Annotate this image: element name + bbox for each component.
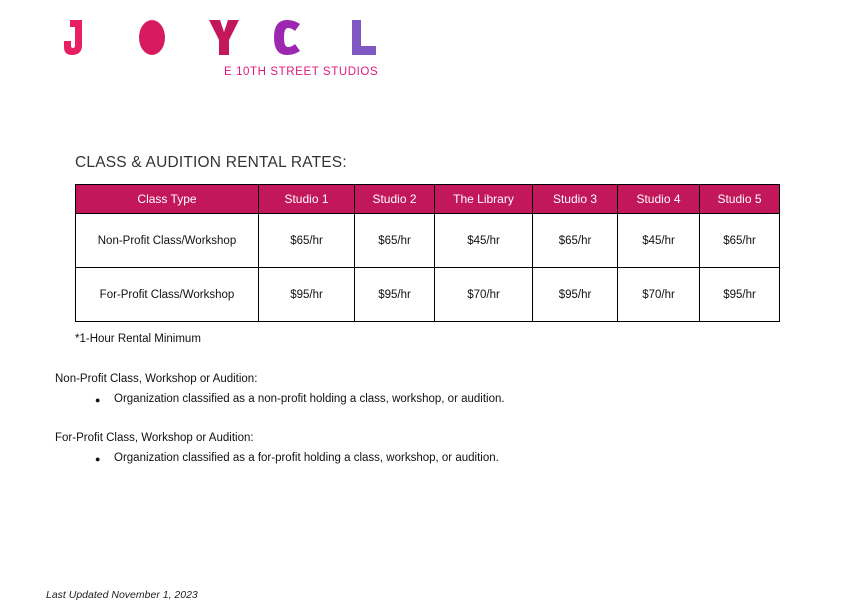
last-updated-footer: Last Updated November 1, 2023 [46,589,198,601]
rental-minimum-note: *1-Hour Rental Minimum [75,333,201,345]
row-class-type: Non-Profit Class/Workshop [76,214,259,268]
logo-letter-l [352,20,376,55]
rate-cell: $95/hr [259,268,355,322]
logo-letter-o [139,20,165,55]
rate-cell: $65/hr [259,214,355,268]
logo-letter-j [64,20,82,55]
rate-cell: $70/hr [435,268,533,322]
rate-cell: $45/hr [435,214,533,268]
rate-cell: $70/hr [618,268,700,322]
table-row [76,214,780,268]
rate-cell: $65/hr [533,214,618,268]
header-studio-1: Studio 1 [259,185,355,214]
joyce-logo [64,20,380,56]
bullet-text: Organization classified as a non-profit holding a class, workshop, or audition. [114,393,505,405]
rate-cell: $95/hr [533,268,618,322]
header-the-library: The Library [435,185,533,214]
joyce-logo-graphic [64,20,380,56]
header-studio-5: Studio 5 [700,185,780,214]
for-profit-definition-title: For-Profit Class, Workshop or Audition: [55,432,254,444]
rate-cell: $95/hr [355,268,435,322]
header-class-type: Class Type [76,185,259,214]
rate-cell: $65/hr [700,214,780,268]
bullet-text: Organization classified as a for-profit holding a class, workshop, or audition. [114,452,499,464]
header-studio-3: Studio 3 [533,185,618,214]
section-title: CLASS & AUDITION RENTAL RATES: [75,154,347,171]
table-row [76,268,780,322]
header-studio-4: Studio 4 [618,185,700,214]
bullet-icon: ● [95,454,101,464]
rate-cell: $65/hr [355,214,435,268]
rate-cell: $45/hr [618,214,700,268]
table-header-row [76,185,780,214]
row-class-type: For-Profit Class/Workshop [76,268,259,322]
logo-letter-y [209,20,239,55]
rental-rates-table [75,184,780,322]
for-profit-definition-bullet [95,452,499,466]
studio-subtitle: E 10TH STREET STUDIOS [224,66,379,78]
header-studio-2: Studio 2 [355,185,435,214]
rate-cell: $95/hr [700,268,780,322]
non-profit-definition-bullet [95,393,505,407]
logo-letter-c [274,20,300,55]
bullet-icon: ● [95,395,101,405]
non-profit-definition-title: Non-Profit Class, Workshop or Audition: [55,373,258,385]
